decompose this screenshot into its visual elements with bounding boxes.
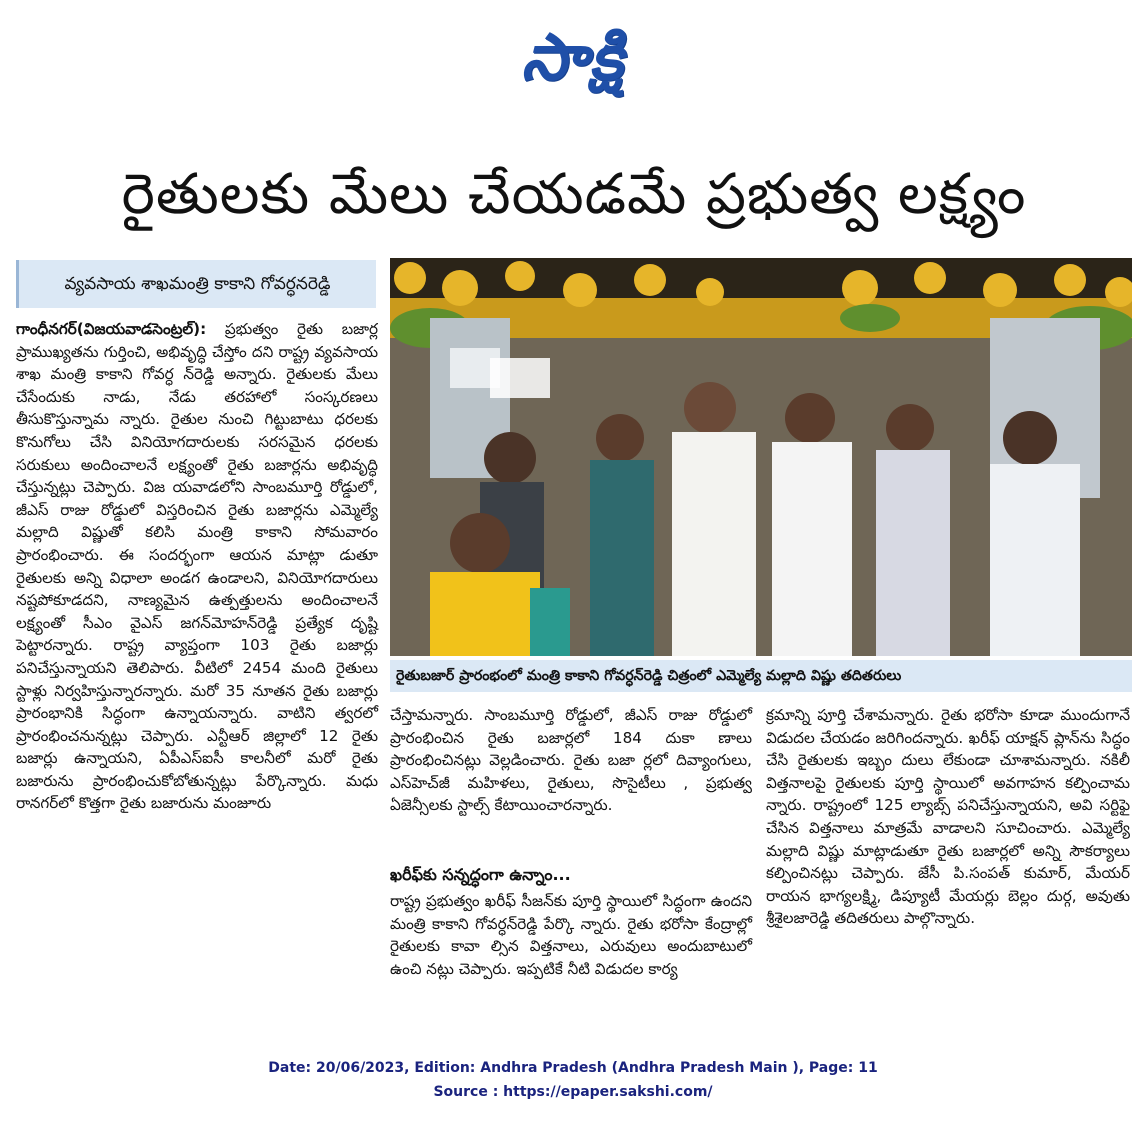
headline: రైతులకు మేలు చేయడమే ప్రభుత్వ లక్ష్యం: [121, 162, 1027, 227]
dateline: గాంధీనగర్(విజయవాడసెంట్రల్):: [16, 320, 207, 338]
footer-source: Source : https://epaper.sakshi.com/: [433, 1084, 713, 1100]
article-photo: [390, 258, 1132, 656]
footer-date-edition: Date: 20/06/2023, Edition: Andhra Pradesh (Andhra Pradesh Main ), Page: 11: [268, 1060, 878, 1076]
article-column-3: [766, 704, 1130, 1034]
photo-caption: రైతుబజార్ ప్రారంభంలో మంత్రి కాకాని గోవర్ధన్‌రెడ్డి చిత్రంలో ఎమ్మెల్యే మల్లాది విష్ణు తదితరులు: [390, 660, 1132, 692]
section-heading: ఖరీఫ్‌కు సన్నద్ధంగా ఉన్నాం...: [390, 865, 571, 884]
article-text-col2: చేస్తామన్నారు. సాంబమూర్తి రోడ్డులో, జీఎస్ రాజు రోడ్డులో ప్రారంభించిన రైతు బజార్లలో 184 దుకా ణాలు ప్రారంభించినట్లు వెల్లడించారు. రైతు బజా ర్లలో దివ్యాంగులు, ఎస్‌హెచ్‌జీ మహిళలు, రైతులు, సొసైటీలు , ప్రభుత్వ ఏజెన్సీలకు స్టాల్స్ కేటాయించారన్నారు.: [390, 706, 752, 815]
sakshi-logo: సాక్షి: [521, 21, 625, 95]
article-column-2: [390, 704, 752, 828]
article-text-col1: ప్రభుత్వం రైతు బజార్ల ప్రాముఖ్యతను గుర్తించి, అభివృద్ధి చేస్తోం దని రాష్ట్ర వ్యవసాయ శాఖ మంత్రి కాకాని గోవర్ధ న్‌రెడ్డి అన్నారు. రైతులకు మేలు చేసేందుకు నాడు, నేడు తరహాలో సంస్కరణలు తీసుకొస్తున్నామ న్నారు. రైతుల నుంచి గిట్టుబాటు ధరలకు కొనుగోలు చేసి వినియోగదారులకు సరసమైన ధరలకు సరుకులు అందించాలనే లక్ష్యంతో రైతు బజార్లను అభివృద్ధి చేస్తున్నట్లు చెప్పారు. విజ యవాడలోని సాంబమూర్తి రోడ్డులో, జీఎస్ రాజు రోడ్డులో విస్తరించిన రైతు బజార్లను ఎమ్మెల్యే మల్లాది విష్ణుతో కలిసి మంత్రి కాకాని సోమవారం ప్రారంభించారు. ఈ సందర్భంగా ఆయన మాట్లా డుతూ రైతులకు అన్ని విధాలా అండగ ఉండాలని, వినియోగదారులు నష్టపోకూడదని, నాణ్యమైన ఉత్పత్తులను అందించాలనే లక్ష్యంతో సీఎం వైఎస్ జగన్‌మోహన్‌రెడ్డి ప్రత్యేక దృష్టి పెట్టారన్నారు. రాష్ట్ర వ్యాప్తంగా 103 రైతు బజార్లు పనిచేస్తున్నాయని తెలిపారు. వీటిలో 2454 మంది రైతులు స్టాళ్లు నిర్వహిస్తున్నారన్నారు. మరో 35 నూతన రైతు బజార్లు ప్రారంభానికి సిద్ధంగా ఉన్నాయన్నారు. వాటిని త్వరలో ప్రారంభించనున్నట్లు చెప్పారు. ఎన్టీఆర్ జిల్లాలో 12 రైతు బజార్లు ఉన్నాయని, ఏపీఎస్ఐసీ కాలనీలో మరో రైతు బజారును ప్రారంభించుకోబోతున్నట్లు పేర్కొన్నారు. మధు రానగర్‌లో కొత్తగా రైతు బజారును మంజూరు: [16, 320, 378, 813]
subhead: వ్యవసాయ శాఖమంత్రి కాకాని గోవర్ధనరెడ్డి: [16, 260, 376, 308]
masthead: [0, 18, 1146, 98]
article-column-1: [16, 318, 378, 1028]
footer: [0, 1056, 1146, 1104]
article-text-col3: క్రమాన్ని పూర్తి చేశామన్నారు. రైతు భరోసా కూడా ముందుగానే విడుదల చేయడం జరిగిందన్నారు. ఖరీఫ్ యాక్షన్ ప్లాన్‌ను సిద్ధం చేసి రైతులకు ఇబ్బం దులు లేకుండా చూశామన్నారు. నకిలీ విత్తనాలపై రైతులకు పూర్తి స్థాయిలో అవగాహన కల్పించామ న్నారు. రాష్ట్రంలో 125 ల్యాబ్స్ పనిచేస్తున్నాయని, అవి సర్టిఫై చేసిన విత్తనాలు మాత్రమే వాడాలని సూచించారు. ఎమ్మెల్యే మల్లాది విష్ణు మాట్లాడుతూ రైతు బజార్లలో అన్ని సౌకర్యాలు కల్పించినట్లు చెప్పారు. జేసీ పి.సంపత్ కుమార్, మేయర్ రాయన భాగ్యలక్ష్మి, డిప్యూటీ మేయర్లు బెల్లం దుర్గ, అవుతు శ్రీశైలజారెడ్డి తదితరులు పాల్గొన్నారు.: [766, 706, 1130, 928]
article-text-col2b: రాష్ట్ర ప్రభుత్వం ఖరీఫ్ సీజన్‌కు పూర్తి స్థాయిలో సిద్ధంగా ఉందని మంత్రి కాకాని గోవర్ధన్‌రెడ్డి పేర్కొ న్నారు. రైతు భరోసా కేంద్రాల్లో రైతులకు కావా ల్సిన విత్తనాలు, ఎరువులు అందుబాటులో ఉంచి నట్లు చెప్పారు. ఇప్పటికే నీటి విడుదల కార్య: [390, 892, 752, 978]
article-column-2-continued: [390, 890, 752, 1032]
